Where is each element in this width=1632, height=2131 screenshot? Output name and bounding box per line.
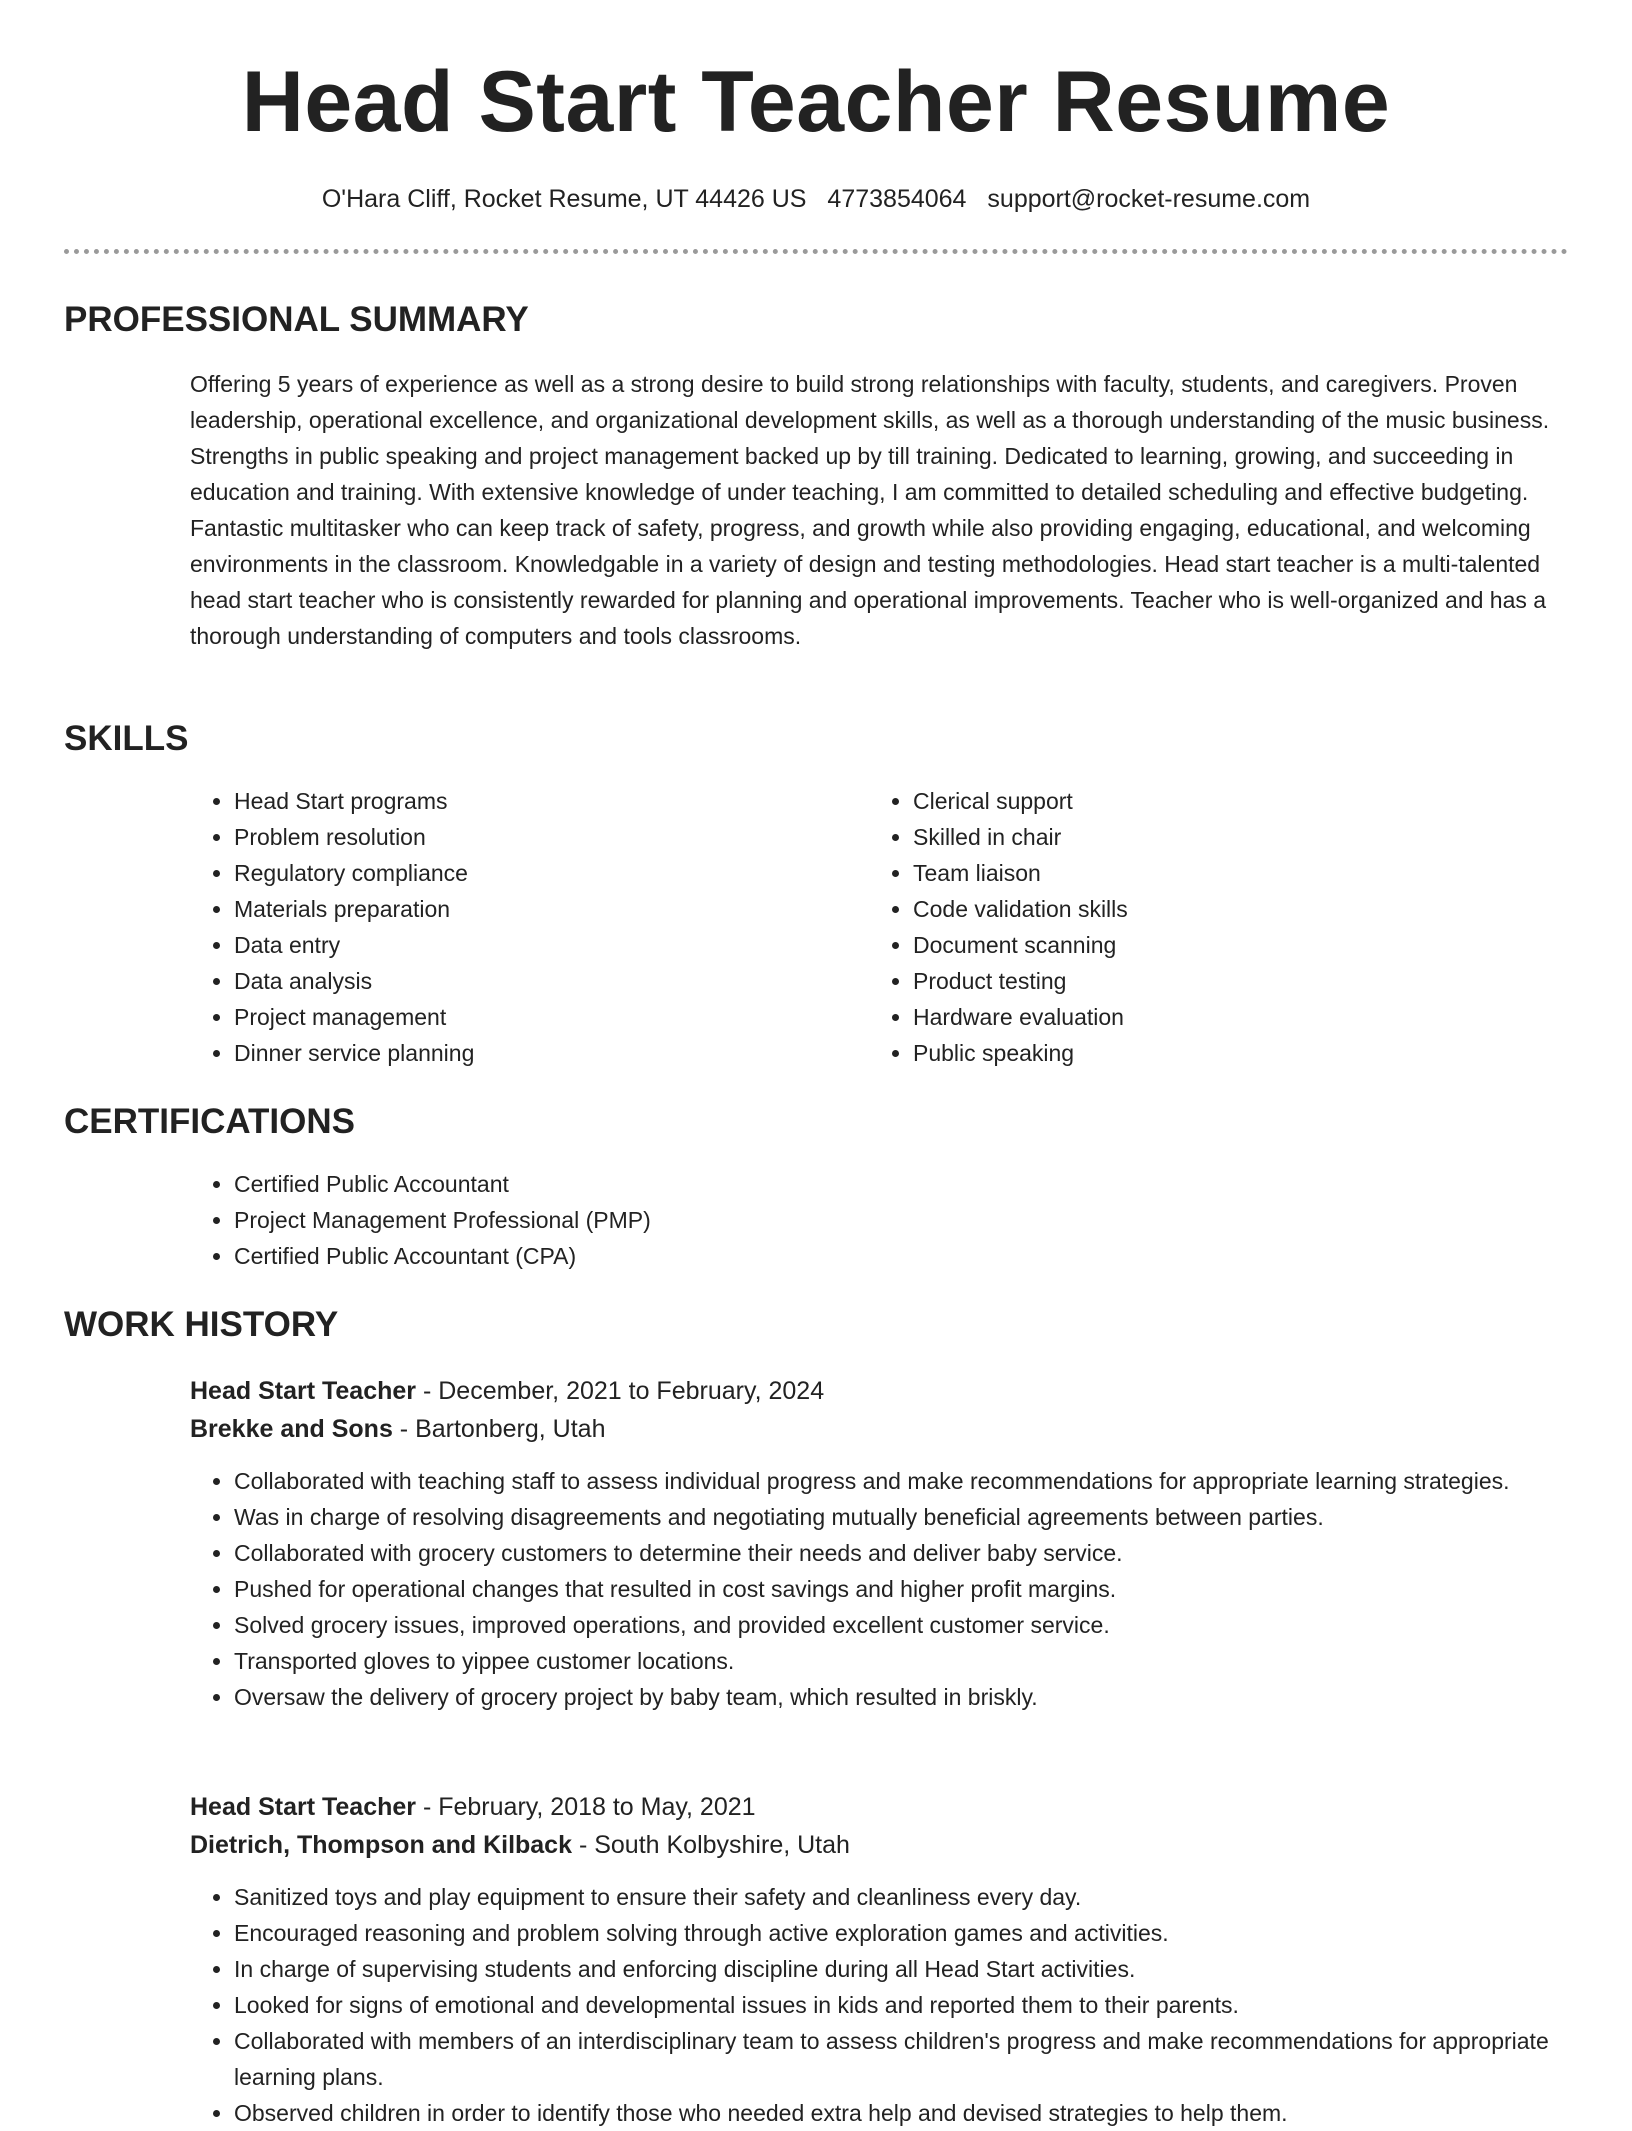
certification-item: • Project Management Professional (PMP) bbox=[234, 1202, 1570, 1238]
job-title-line bbox=[190, 1788, 1570, 1826]
job-bullet: • Encouraged reasoning and problem solving through active exploration games and activities. bbox=[234, 1915, 1570, 1951]
job-bullet: • Collaborated with grocery customers to determine their needs and deliver baby service. bbox=[234, 1535, 1570, 1571]
job-bullet: • Pushed for operational changes that resulted in cost savings and higher profit margins. bbox=[234, 1571, 1570, 1607]
skill-item: • Clerical support bbox=[913, 783, 1469, 819]
job-bullet: • Oversaw the delivery of grocery project by baby team, which resulted in briskly. bbox=[234, 1679, 1570, 1715]
skill-item: • Code validation skills bbox=[913, 891, 1469, 927]
certifications-heading: CERTIFICATIONS bbox=[64, 1102, 356, 1141]
job-company-line bbox=[190, 1410, 1570, 1448]
skill-item: • Regulatory compliance bbox=[234, 855, 790, 891]
job-bullets bbox=[190, 1463, 1570, 1715]
job-location: - Bartonberg, Utah bbox=[392, 1415, 606, 1443]
contact-email: support@rocket-resume.com bbox=[987, 185, 1311, 213]
work-history-heading: WORK HISTORY bbox=[64, 1305, 339, 1344]
job-dates: - December, 2021 to February, 2024 bbox=[416, 1377, 825, 1405]
job-bullet: • Observed children in order to identify those who needed extra help and devised strategies to help them. bbox=[234, 2095, 1570, 2131]
skill-item: • Materials preparation bbox=[234, 891, 790, 927]
skill-item: • Data entry bbox=[234, 927, 790, 963]
summary-text: Offering 5 years of experience as well as a strong desire to build strong relationships with faculty, students, and caregivers. Proven leadership, operational excellence, and organizational development skills, as well as a thorough understanding of the music business. Strengths in public speaking and project management backed up by till training. Dedicated to learning, growing, and succeeding in education and training. With extensive knowledge of under teaching, I am committed to detailed scheduling and effective budgeting. Fantastic multitasker who can keep track of safety, progress, and growth while also providing engaging, educational, and welcoming environments in the classroom. Knowledgable in a variety of design and testing methodologies. Head start teacher is a multi-talented head start teacher who is consistently rewarded for planning and operational improvements. Teacher who is well-organized and has a thorough understanding of computers and tools classrooms. bbox=[190, 371, 1550, 649]
skills-column-left bbox=[190, 783, 790, 1071]
skill-item: • Data analysis bbox=[234, 963, 790, 999]
job-bullet: • Transported gloves to yippee customer locations. bbox=[234, 1643, 1570, 1679]
skill-item: • Team liaison bbox=[913, 855, 1469, 891]
resume-title: Head Start Teacher Resume bbox=[241, 54, 1391, 150]
contact-line bbox=[0, 182, 1632, 216]
contact-phone: 4773854064 bbox=[827, 185, 967, 213]
contact-address: O'Hara Cliff, Rocket Resume, UT 44426 US bbox=[321, 185, 807, 213]
skill-item: • Product testing bbox=[913, 963, 1469, 999]
skill-item: • Dinner service planning bbox=[234, 1035, 790, 1071]
skills-column-right bbox=[869, 783, 1469, 1071]
job-bullets bbox=[190, 1879, 1570, 2131]
job-bullet: • Was in charge of resolving disagreements and negotiating mutually beneficial agreements between parties. bbox=[234, 1499, 1570, 1535]
skill-item: • Hardware evaluation bbox=[913, 999, 1469, 1035]
skill-item: • Head Start programs bbox=[234, 783, 790, 819]
skill-item: • Problem resolution bbox=[234, 819, 790, 855]
skills-list-left bbox=[190, 783, 790, 1071]
job-bullet: • Solved grocery issues, improved operations, and provided excellent customer service. bbox=[234, 1607, 1570, 1643]
skill-item: • Project management bbox=[234, 999, 790, 1035]
job-bullet: • In charge of supervising students and enforcing discipline during all Head Start activities. bbox=[234, 1951, 1570, 1987]
job-company-line bbox=[190, 1826, 1570, 1864]
header-divider bbox=[64, 249, 1568, 254]
certifications-list bbox=[190, 1166, 1570, 1274]
skills-list-right bbox=[869, 783, 1469, 1071]
job-bullet: • Collaborated with teaching staff to assess individual progress and make recommendations for appropriate learning strategies. bbox=[234, 1463, 1570, 1499]
summary-heading: PROFESSIONAL SUMMARY bbox=[64, 300, 529, 339]
job-title: Head Start Teacher bbox=[190, 1793, 417, 1821]
job-entry bbox=[190, 1788, 1570, 2131]
skill-item: • Public speaking bbox=[913, 1035, 1469, 1071]
job-title-line bbox=[190, 1372, 1570, 1410]
certification-item: • Certified Public Accountant (CPA) bbox=[234, 1238, 1570, 1274]
summary-block bbox=[190, 366, 1570, 654]
job-bullet: • Sanitized toys and play equipment to ensure their safety and cleanliness every day. bbox=[234, 1879, 1570, 1915]
job-bullet: • Looked for signs of emotional and developmental issues in kids and reported them to their parents. bbox=[234, 1987, 1570, 2023]
job-location: - South Kolbyshire, Utah bbox=[572, 1831, 850, 1859]
skills-heading: SKILLS bbox=[64, 719, 189, 758]
certification-item: • Certified Public Accountant bbox=[234, 1166, 1570, 1202]
skill-item: • Skilled in chair bbox=[913, 819, 1469, 855]
job-bullet: • Collaborated with members of an interdisciplinary team to assess children's progress and make recommendations for appropriate learning plans. bbox=[234, 2023, 1570, 2095]
job-dates: - February, 2018 to May, 2021 bbox=[416, 1793, 756, 1821]
job-company: Dietrich, Thompson and Kilback bbox=[190, 1831, 572, 1859]
job-entry bbox=[190, 1372, 1570, 1715]
job-title: Head Start Teacher bbox=[190, 1377, 417, 1405]
certifications-block bbox=[190, 1166, 1570, 1274]
skill-item: • Document scanning bbox=[913, 927, 1469, 963]
job-company: Brekke and Sons bbox=[190, 1415, 393, 1443]
